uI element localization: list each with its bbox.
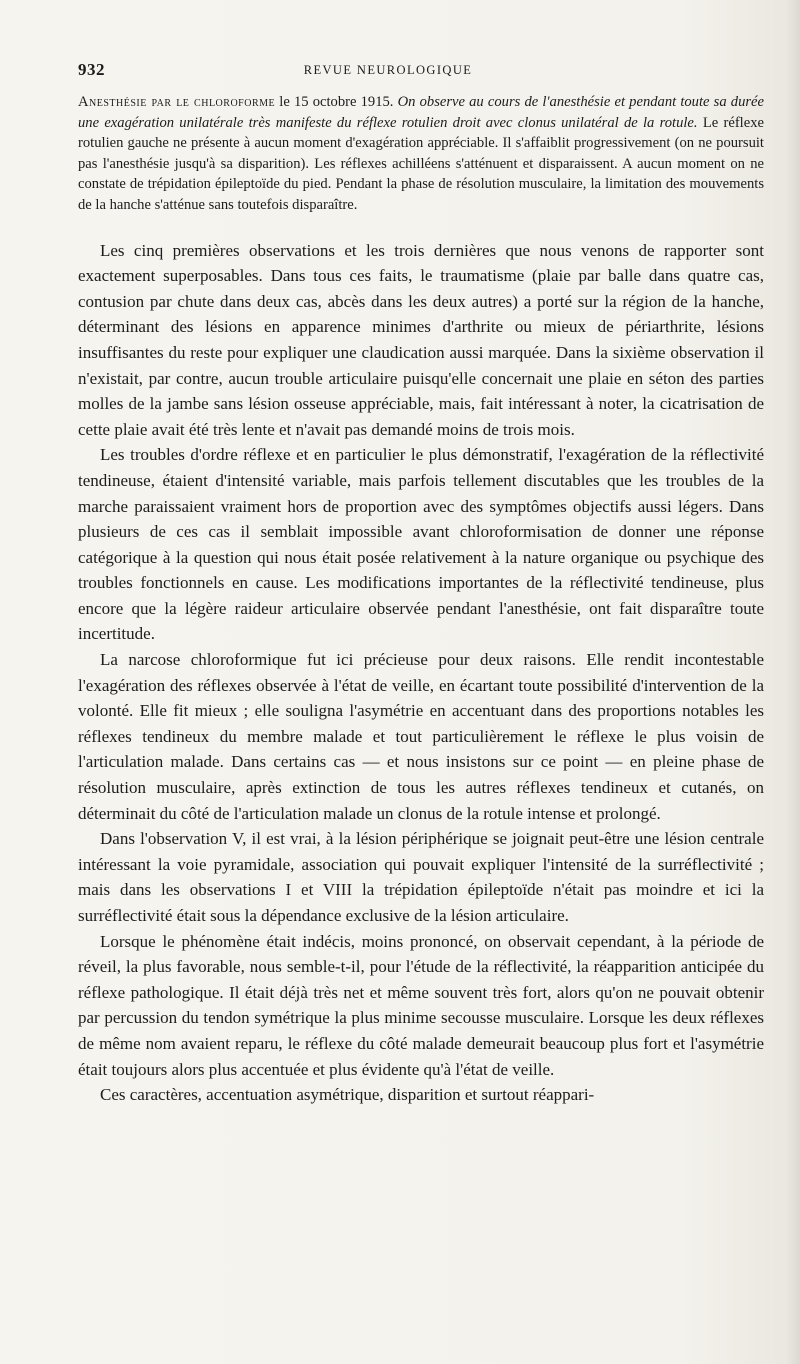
observation-date: le 15 octobre 1915. [279, 94, 394, 110]
page-header [78, 60, 698, 84]
page-body [78, 92, 764, 1108]
observation-text: Le réflexe rotulien gauche ne présente à aucun moment d'exagération appréciable. Il s'affaiblit progressivement (on ne poursuit pas l'anesthésie jusqu'à sa disparition). Les réflexes achilléens s'atténuent et disparaissent. A aucun moment on ne constate de trépidation épileptoïde du pied. Pendant la phase de résolution musculaire, la limitation des mouvements de la hanche s'atténue sans toutefois disparaître. [78, 114, 764, 213]
body-paragraph: Les troubles d'ordre réflexe et en particulier le plus démonstratif, l'exagération de la réflectivité tendineuse, étaient d'intensité variable, mais parfois tellement discutables que les troubles de la marche paraissaient vraiment hors de proportion avec des symptômes objectifs aussi légers. Dans plusieurs de ces cas il semblait impossible avant chloroformisation de donner une réponse catégorique à la question qui nous était posée relativement à la nature organique ou psychique des troubles fonctionnels en cause. Les modifications importantes de la réflectivité tendineuse, plus encore que la légère raideur articulaire observée pendant l'anesthésie, ont fait disparaître toute incertitude. [78, 445, 764, 644]
paragraph-gap [78, 216, 764, 238]
observation-italic: On observe au cours de l'anesthésie et pendant toute sa durée une exagération unilatérale très manifeste du réflexe rotulien droit avec clonus unilatéral de la rotule. [78, 94, 765, 131]
page-number: 932 [78, 60, 105, 79]
body-paragraph: Dans l'observation V, il est vrai, à la lésion périphérique se joignait peut-être une lésion centrale intéressant la voie pyramidale, association qui pouvait expliquer l'intensité de la surréflectivité ; mais dans les observations I et VIII la trépidation épileptoïde n'était pas moindre et ici la surréflectivité était sous la dépendance exclusive de la lésion articulaire. [78, 829, 764, 925]
running-title: REVUE NEUROLOGIQUE [303, 63, 473, 77]
body-paragraph: La narcose chloroformique fut ici précieuse pour deux raisons. Elle rendit incontestable l'exagération des réflexes observée à l'état de veille, en écartant toute possibilité d'intervention de la volonté. Elle fit mieux ; elle souligna l'asymétrie en accentuant dans des proportions notables les réflexes tendineux du membre malade et tout particulièrement le réflexe le plus voisin de l'articulation malade. Dans certains cas — et nous insistons sur ce point — en pleine phase de résolution musculaire, après extinction de tous les autres réflexes tendineux et cutanés, on déterminait du côté de l'articulation malade un clonus de la rotule intense et prolongé. [78, 650, 764, 823]
observation-paragraph [78, 92, 764, 216]
body-paragraph: Ces caractères, accentuation asymétrique, disparition et surtout réappari- [100, 1085, 595, 1105]
page-edge-shadow [786, 0, 800, 1364]
observation-lead: Anesthésie par le chloroforme [78, 94, 276, 110]
body-paragraph: Lorsque le phénomène était indécis, moins prononcé, on observait cependant, à la période de réveil, la plus favorable, nous semble-t-il, pour l'étude de la réflectivité, la réapparition anticipée du réflexe pathologique. Il était déjà très net et même souvent très fort, alors qu'on ne pouvait obtenir par percussion du tendon symétrique la plus minime secousse musculaire. Lorsque les deux réflexes de même nom avaient reparu, le réflexe du côté malade demeurait beaucoup plus fort et l'asymétrie était toujours alors plus accentuée et plus évidente qu'à l'état de veille. [78, 931, 764, 1079]
body-paragraph: Les cinq premières observations et les trois dernières que nous venons de rapporter sont exactement superposables. Dans tous ces faits, le traumatisme (plaie par balle dans quatre cas, contusion par chute dans deux cas, abcès dans les deux autres) a porté sur la région de la hanche, déterminant des lésions en apparence minimes d'arthrite ou mieux de périarthrite, lésions insuffisantes du reste pour expliquer une claudication aussi marquée. Dans la sixième observation il n'existait, par contre, aucun trouble articulaire puisqu'elle concernait une plaie en séton des parties molles de la jambe sans lésion osseuse appréciable, mais, fait intéressant à noter, la cicatrisation de cette plaie avait été très lente et n'avait pas demandé moins de trois mois. [78, 240, 764, 439]
